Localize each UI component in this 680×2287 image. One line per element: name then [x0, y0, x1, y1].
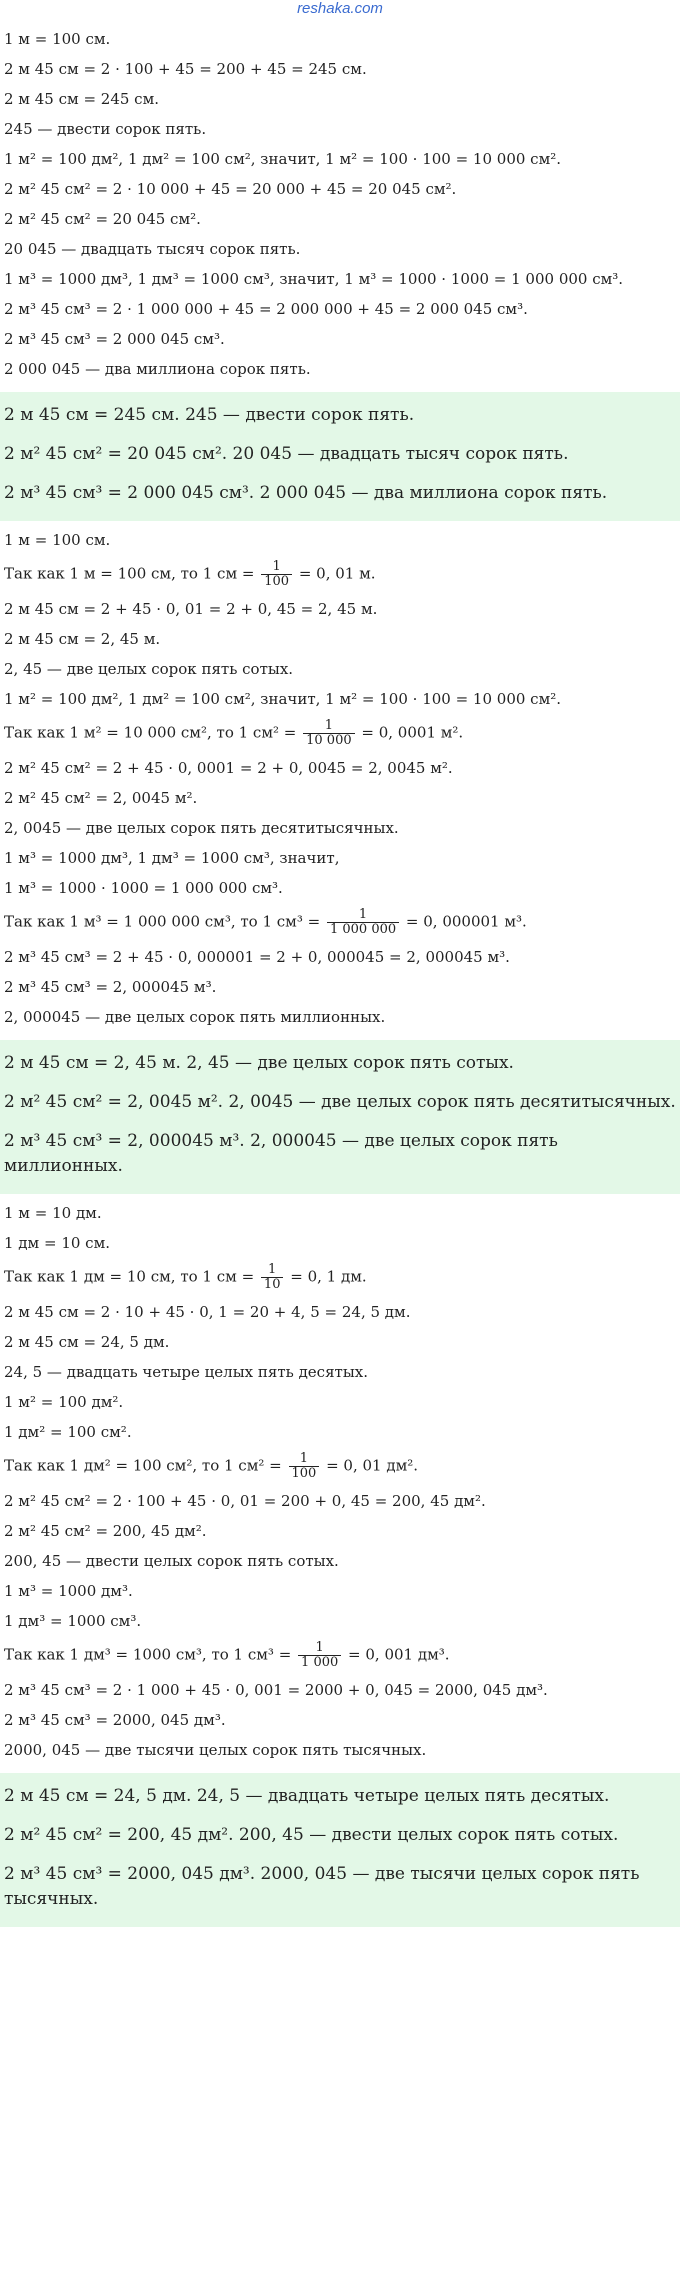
math-line: 2 м³ 45 см³ = 2 · 1 000 + 45 · 0, 001 = 2000 + 0, 045 = 2000, 045 дм³. — [4, 1681, 548, 1699]
answer-block — [0, 392, 680, 521]
math-line: 2 м² 45 см² = 20 045 см². — [4, 210, 201, 228]
solution-content — [0, 20, 680, 1927]
math-line: Так как 1 м = 100 см, то 1 см = $\frac{1}{100}$ = 0, 01 м. — [4, 559, 376, 589]
math-line: 2 м 45 см = 245 см. 245 — двести сорок пять. — [4, 405, 415, 425]
math-line: 2 м 45 см = 2 · 100 + 45 = 200 + 45 = 245 см. — [4, 60, 367, 78]
math-line: 2000, 045 — две тысячи целых сорок пять тысячных. — [4, 1741, 427, 1759]
math-line: Так как 1 дм³ = 1000 см³, то 1 см³ = $\frac{1}{1 000}$ = 0, 001 дм³. — [4, 1640, 450, 1670]
math-line: 2 000 045 — два миллиона сорок пять. — [4, 360, 311, 378]
math-line: 200, 45 — двести целых сорок пять сотых. — [4, 1552, 339, 1570]
math-line: 2 м³ 45 см³ = 2 000 045 см³. — [4, 330, 225, 348]
math-line: 1 м³ = 1000 · 1000 = 1 000 000 см³. — [4, 879, 283, 897]
math-line: 2 м³ 45 см³ = 2000, 045 дм³. 2000, 045 — две тысячи целых сорок пять тысячных. — [4, 1864, 640, 1909]
math-line: 1 м = 100 см. — [4, 30, 111, 48]
math-line: Так как 1 дм² = 100 см², то 1 см² = $\frac{1}{100}$ = 0, 01 дм². — [4, 1451, 419, 1481]
math-line: 2 м³ 45 см³ = 2000, 045 дм³. — [4, 1711, 226, 1729]
math-line: 2 м 45 см = 24, 5 дм. — [4, 1333, 170, 1351]
math-line: 2 м² 45 см² = 2, 0045 м². — [4, 789, 198, 807]
math-line: 2 м² 45 см² = 2 · 100 + 45 · 0, 01 = 200 + 0, 45 = 200, 45 дм². — [4, 1492, 486, 1510]
math-line: 1 дм = 10 см. — [4, 1234, 111, 1252]
math-line: Так как 1 дм = 10 см, то 1 см = $\frac{1}{10}$ = 0, 1 дм. — [4, 1262, 367, 1292]
math-line: 2 м² 45 см² = 200, 45 дм². — [4, 1522, 207, 1540]
math-line: 1 м = 100 см. — [4, 531, 111, 549]
math-line: 24, 5 — двадцать четыре целых пять десятых. — [4, 1363, 369, 1381]
math-line: 2, 0045 — две целых сорок пять десятитысячных. — [4, 819, 399, 837]
math-line: 1 м² = 100 дм², 1 дм² = 100 см², значит, 1 м² = 100 · 100 = 10 000 см². — [4, 690, 562, 708]
math-line: 1 м³ = 1000 дм³. — [4, 1582, 133, 1600]
solution-block — [0, 20, 680, 392]
math-line: 2 м 45 см = 24, 5 дм. 24, 5 — двадцать четыре целых пять десятых. — [4, 1786, 610, 1806]
math-line: Так как 1 м³ = 1 000 000 см³, то 1 см³ = $\frac{1}{1 000 000}$ = 0, 000001 м³. — [4, 907, 527, 937]
math-line: 2 м² 45 см² = 2 · 10 000 + 45 = 20 000 + 45 = 20 045 см². — [4, 180, 457, 198]
math-line: 20 045 — двадцать тысяч сорок пять. — [4, 240, 301, 258]
math-line: 2 м 45 см = 2, 45 м. — [4, 630, 161, 648]
math-line: 2, 45 — две целых сорок пять сотых. — [4, 660, 294, 678]
math-line: 2 м 45 см = 2 · 10 + 45 · 0, 1 = 20 + 4, 5 = 24, 5 дм. — [4, 1303, 411, 1321]
answer-block — [0, 1040, 680, 1194]
math-line: 2 м³ 45 см³ = 2, 000045 м³. — [4, 978, 217, 996]
math-line: 2, 000045 — две целых сорок пять миллионных. — [4, 1008, 386, 1026]
site-header[interactable]: reshaka.com — [297, 0, 383, 17]
math-line: 2 м² 45 см² = 2, 0045 м². 2, 0045 — две целых сорок пять десятитысячных. — [4, 1092, 676, 1112]
math-line: 1 м³ = 1000 дм³, 1 дм³ = 1000 см³, значит, — [4, 849, 340, 867]
math-line: 2 м 45 см = 245 см. — [4, 90, 160, 108]
fraction: $\frac{1}{100}$ — [289, 1452, 320, 1481]
math-line: 2 м² 45 см² = 200, 45 дм². 200, 45 — двести целых сорок пять сотых. — [4, 1825, 619, 1845]
math-line: 1 м² = 100 дм². — [4, 1393, 124, 1411]
math-line: 245 — двести сорок пять. — [4, 120, 207, 138]
math-line: 1 дм³ = 1000 см³. — [4, 1612, 142, 1630]
math-line: 1 м³ = 1000 дм³, 1 дм³ = 1000 см³, значит, 1 м³ = 1000 · 1000 = 1 000 000 см³. — [4, 270, 624, 288]
math-line: 1 м² = 100 дм², 1 дм² = 100 см², значит, 1 м² = 100 · 100 = 10 000 см². — [4, 150, 562, 168]
math-line: 2 м² 45 см² = 2 + 45 · 0, 0001 = 2 + 0, 0045 = 2, 0045 м². — [4, 759, 453, 777]
math-line: 2 м 45 см = 2 + 45 · 0, 01 = 2 + 0, 45 = 2, 45 м. — [4, 600, 378, 618]
answer-block — [0, 1773, 680, 1927]
solution-block — [0, 521, 680, 1040]
math-line: 1 м = 10 дм. — [4, 1204, 102, 1222]
fraction: $\frac{1}{100}$ — [261, 560, 292, 589]
math-line: 2 м³ 45 см³ = 2, 000045 м³. 2, 000045 — две целых сорок пять миллионных. — [4, 1131, 558, 1176]
math-line: 2 м 45 см = 2, 45 м. 2, 45 — две целых сорок пять сотых. — [4, 1053, 514, 1073]
fraction: $\frac{1}{10 000}$ — [303, 719, 355, 748]
math-line: 2 м³ 45 см³ = 2 000 045 см³. 2 000 045 — два миллиона сорок пять. — [4, 483, 608, 503]
math-line: 2 м³ 45 см³ = 2 · 1 000 000 + 45 = 2 000 000 + 45 = 2 000 045 см³. — [4, 300, 528, 318]
fraction: $\frac{1}{1 000}$ — [298, 1641, 341, 1670]
math-line: 1 дм² = 100 см². — [4, 1423, 132, 1441]
math-line: 2 м² 45 см² = 20 045 см². 20 045 — двадцать тысяч сорок пять. — [4, 444, 569, 464]
solution-block — [0, 1194, 680, 1773]
fraction: $\frac{1}{1 000 000}$ — [327, 908, 399, 937]
math-line: Так как 1 м² = 10 000 см², то 1 см² = $\frac{1}{10 000}$ = 0, 0001 м². — [4, 718, 464, 748]
math-line: 2 м³ 45 см³ = 2 + 45 · 0, 000001 = 2 + 0, 000045 = 2, 000045 м³. — [4, 948, 510, 966]
fraction: $\frac{1}{10}$ — [261, 1263, 284, 1292]
